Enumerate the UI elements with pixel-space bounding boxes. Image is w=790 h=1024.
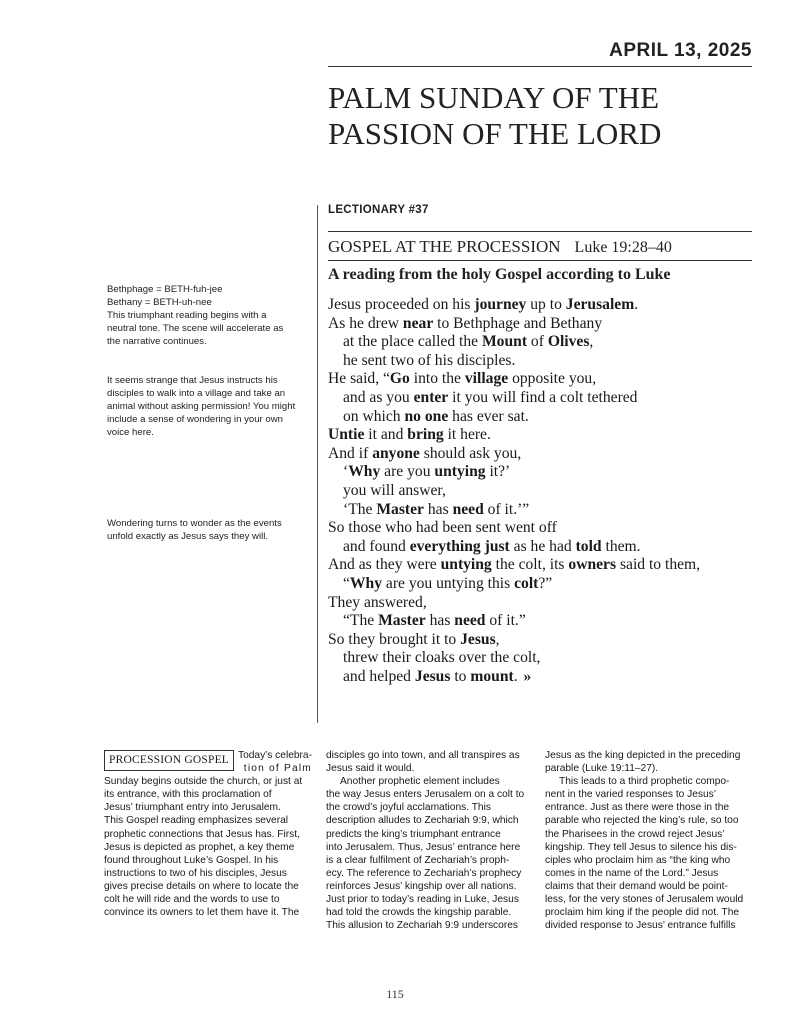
commentary-line: predicts the king’s triumphant entrance (326, 828, 501, 840)
commentary-line: less, for the very stones of Jerusalem would (545, 894, 744, 906)
note-line: disciples to walk into a village and take an (107, 388, 286, 399)
commentary-line: parable (Luke 19:11–27). (545, 763, 659, 775)
commentary-line: ciples who proclaim him as “the king who (545, 854, 731, 866)
lectionary-rule (328, 231, 752, 232)
reading-line: And as they were untying the colt, its owners said to them, (328, 556, 701, 574)
commentary-line: its entrance, with this proclamation of (104, 789, 272, 801)
reading-line: He said, “Go into the village opposite you, (328, 370, 597, 388)
gospel-heading-text: GOSPEL AT THE PROCESSION (328, 237, 561, 256)
commentary-line: is a clear fulfilment of Zechariah’s proph- (326, 854, 510, 866)
reading-line: Untie it and bring it here. (328, 426, 491, 444)
note-line: animal without asking permission! You might (107, 401, 296, 412)
commentary-line: Jesus said it would. (326, 763, 415, 775)
reading-line: “Why are you untying this colt?” (343, 574, 553, 592)
commentary-line: nent in the varied responses to Jesus’ (545, 789, 717, 801)
commentary-line: divided response to Jesus’ entrance fulfills (545, 920, 736, 932)
note-line: voice here. (107, 427, 154, 438)
commentary-line: This leads to a third prophetic compo- (559, 776, 730, 788)
note-line: Bethany = BETH-uh-nee (107, 297, 212, 308)
reading-line: They answered, (328, 593, 427, 611)
commentary-line: description alludes to Zechariah 9:9, which (326, 815, 519, 827)
continue-mark: » (519, 667, 532, 685)
commentary-line: colt he will ride and the words to use to (104, 894, 280, 906)
title-line: PASSION OF THE LORD (328, 116, 662, 151)
gospel-rule (328, 260, 752, 261)
lectionary-number: LECTIONARY #37 (328, 204, 429, 216)
reading-line: he sent two of his disciples. (343, 351, 516, 369)
commentary-line: Just prior to today’s reading in Luke, Jesus (326, 894, 519, 906)
commentary-line: claims that their demand would be point- (545, 880, 728, 892)
margin-note-wonder (107, 517, 302, 543)
commentary-line: prophetic connections that Jesus has. First, (104, 828, 300, 840)
reading-line: on which no one has ever sat. (343, 407, 529, 425)
commentary-line: the Pharisees in the crowd reject Jesus’ (545, 828, 725, 840)
commentary-line: convince its owners to let them have it. The (104, 907, 300, 919)
margin-note-wondering (107, 374, 302, 439)
commentary-line: comes in the name of the Lord.” Jesus (545, 867, 719, 879)
commentary-line: the way Jesus enters Jerusalem on a colt to (326, 789, 525, 801)
reading-line: So they brought it to Jesus, (328, 630, 500, 648)
commentary-line: tion of Palm (243, 763, 312, 775)
commentary-line: ecy. The reference to Zechariah’s prophecy (326, 867, 522, 879)
note-line: the narrative continues. (107, 336, 207, 347)
commentary-column-1 (104, 749, 312, 919)
commentary-column-3 (545, 749, 753, 932)
reading-line: threw their cloaks over the colt, (343, 649, 541, 667)
commentary-line: Sunday begins outside the church, or just at (104, 776, 303, 788)
note-line: It seems strange that Jesus instructs his (107, 375, 278, 386)
header-rule (328, 66, 752, 67)
reading-line: and as you enter it you will find a colt tethered (343, 388, 638, 406)
commentary-line: This allusion to Zechariah 9:9 underscores (326, 920, 518, 932)
reading-line: ‘Why are you untying it?’ (343, 463, 511, 481)
note-line: neutral tone. The scene will accelerate as (107, 323, 284, 334)
reading-line: you will answer, (343, 481, 446, 499)
commentary-line: instructions to two of his disciples, Jesus (104, 867, 287, 879)
reading-line: ‘The Master has need of it.’” (343, 500, 530, 518)
reading-introduction: A reading from the holy Gospel according to Luke (328, 266, 671, 283)
column-divider (317, 205, 318, 723)
note-line: unfold exactly as Jesus says they will. (107, 531, 269, 542)
note-line: Wondering turns to wonder as the events (107, 518, 282, 529)
commentary-line: into Jerusalem. Thus, Jesus’ entrance here (326, 841, 521, 853)
page-number: 115 (386, 987, 404, 1001)
commentary-line: gives precise details on where to locate the (104, 880, 299, 892)
page-date: APRIL 13, 2025 (609, 40, 752, 61)
commentary-line: This Gospel reading emphasizes several (104, 815, 289, 827)
commentary-line: had told the crowds the kingship parable. (326, 907, 512, 919)
reading-line: and found everything just as he had told them. (343, 537, 641, 555)
commentary-line: the crowd’s joyful acclamations. This (326, 802, 491, 814)
commentary-line: found throughout Luke’s Gospel. In his (104, 854, 279, 866)
commentary-line: Jesus is depicted as prophet, a key theme (104, 841, 295, 853)
note-line: include a sense of wondering in your own (107, 414, 283, 425)
reading-line: Jesus proceeded on his journey up to Jerusalem. (328, 296, 639, 313)
note-line: Bethphage = BETH-fuh-jee (107, 284, 223, 295)
reading-line: and helped Jesus to mount. » (343, 667, 532, 685)
commentary-line: proclaim him king if the people did not. The (545, 907, 740, 919)
commentary-line: Another prophetic element includes (340, 776, 500, 788)
commentary-line: reinforces Jesus’ kingship over all nations. (326, 880, 517, 892)
procession-gospel-label: PROCESSION GOSPEL (104, 750, 234, 771)
reading-line: And if anyone should ask you, (328, 444, 522, 462)
commentary-line: Today’s celebra- (238, 750, 312, 761)
margin-note-pronunciation (107, 283, 302, 348)
scripture-reference: Luke 19:28–40 (574, 239, 672, 256)
reading-line: at the place called the Mount of Olives, (343, 333, 594, 351)
commentary-line: Jesus’ triumphant entry into Jerusalem. (104, 802, 281, 814)
commentary-line: parable who rejected the king’s rule, so too (545, 815, 739, 827)
commentary-line: Jesus as the king depicted in the preceding (545, 750, 741, 761)
title-line: PALM SUNDAY OF THE (328, 80, 660, 115)
commentary-column-2 (326, 749, 534, 932)
reading-line: “The Master has need of it.” (343, 612, 526, 630)
commentary-line: entrance. Just as there were those in the (545, 802, 730, 814)
note-line: This triumphant reading begins with a (107, 310, 267, 321)
gospel-heading (328, 237, 672, 257)
gospel-reading (328, 296, 758, 686)
reading-line: So those who had been sent went off (328, 519, 557, 537)
commentary-line: kingship. They tell Jesus to silence his dis- (545, 841, 737, 853)
commentary-line: disciples go into town, and all transpires as (326, 750, 520, 761)
reading-line: As he drew near to Bethphage and Bethany (328, 314, 603, 332)
page-title (328, 80, 758, 152)
